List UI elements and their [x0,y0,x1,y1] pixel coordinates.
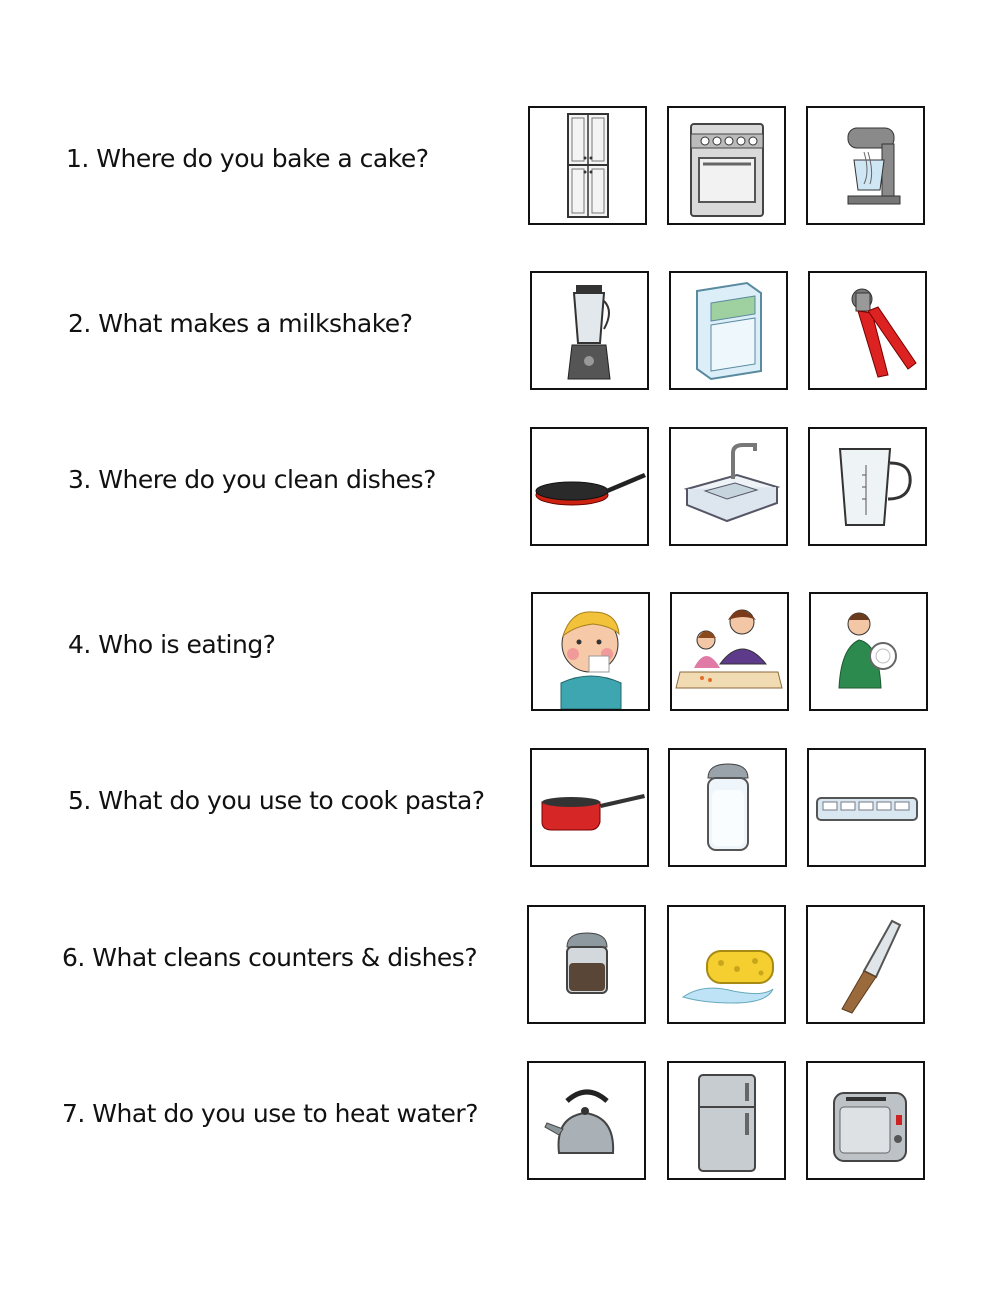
question-5-choice-3[interactable] [807,748,926,867]
question-2-choice-2[interactable] [669,271,788,390]
knife-icon [808,907,923,1022]
question-2-text: 2. What makes a milkshake? [68,309,413,338]
question-5-choice-2[interactable] [668,748,787,867]
question-1-choice-2[interactable] [667,106,786,225]
question-7-choice-2[interactable] [667,1061,786,1180]
stand-mixer-icon [808,108,923,223]
question-4 [0,592,1000,717]
pepper-shaker-icon [529,907,644,1022]
question-6-text: 6. What cleans counters & dishes? [62,943,478,972]
question-3-text: 3. Where do you clean dishes? [68,465,436,494]
question-1-choice-1[interactable] [528,106,647,225]
sponge-icon [669,907,784,1022]
cupboard-icon [530,108,645,223]
question-2-choice-3[interactable] [808,271,927,390]
question-1-choice-3[interactable] [806,106,925,225]
question-4-text: 4. Who is eating? [68,630,276,659]
question-2-choice-1[interactable] [530,271,649,390]
toaster-icon [808,1063,923,1178]
frying-pan-icon [532,429,647,544]
question-7-choice-1[interactable] [527,1061,646,1180]
can-opener-icon [810,273,925,388]
question-7-text: 7. What do you use to heat water? [62,1099,478,1128]
question-4-choice-2[interactable] [670,592,789,711]
question-1 [0,106,1000,231]
measuring-cup-icon [810,429,925,544]
question-5-choice-1[interactable] [530,748,649,867]
question-2 [0,271,1000,396]
question-4-choice-3[interactable] [809,592,928,711]
kettle-icon [529,1063,644,1178]
question-3-choice-1[interactable] [530,427,649,546]
saucepan-icon [532,750,647,865]
man-washing-plate-icon [811,594,926,709]
sink-icon [671,429,786,544]
question-6 [0,905,1000,1030]
question-4-choice-1[interactable] [531,592,650,711]
question-5-text: 5. What do you use to cook pasta? [68,786,485,815]
question-6-choice-1[interactable] [527,905,646,1024]
question-6-choice-2[interactable] [667,905,786,1024]
question-6-choice-3[interactable] [806,905,925,1024]
ice-tray-icon [809,750,924,865]
question-7 [0,1061,1000,1186]
refrigerator-icon [669,1063,784,1178]
cooking-together-icon [672,594,787,709]
question-3-choice-2[interactable] [669,427,788,546]
question-5 [0,748,1000,873]
salt-shaker-icon [670,750,785,865]
blender-icon [532,273,647,388]
question-3-choice-3[interactable] [808,427,927,546]
dishwasher-icon [671,273,786,388]
question-1-text: 1. Where do you bake a cake? [66,144,429,173]
question-7-choice-3[interactable] [806,1061,925,1180]
boy-eating-icon [533,594,648,709]
question-3 [0,427,1000,552]
oven-icon [669,108,784,223]
